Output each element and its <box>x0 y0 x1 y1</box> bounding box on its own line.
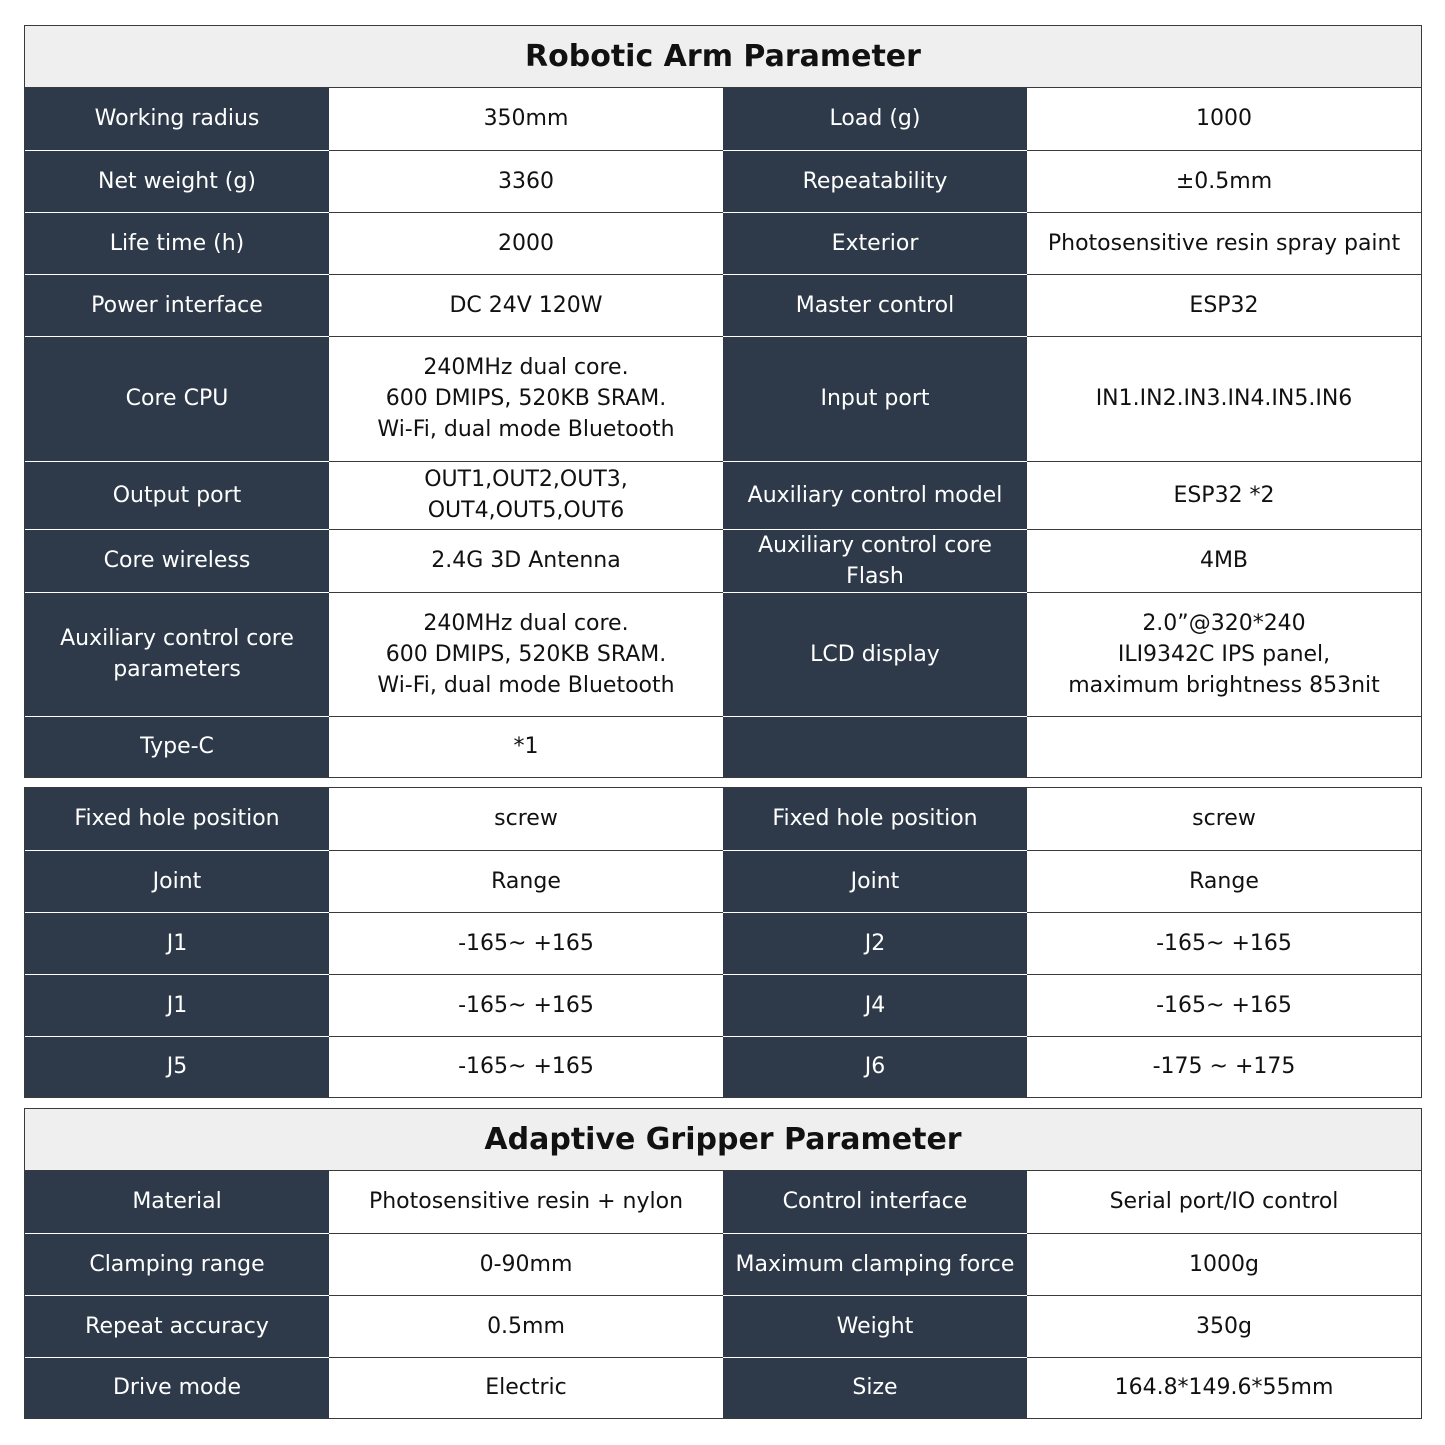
param-name: J4 <box>723 974 1027 1036</box>
adaptive-gripper-title: Adaptive Gripper Parameter <box>25 1109 1421 1171</box>
param-value: Range <box>329 850 723 912</box>
param-value: IN1.IN2.IN3.IN4.IN5.IN6 <box>1027 336 1421 461</box>
param-name: Auxiliary control model <box>723 461 1027 529</box>
param-name: Drive mode <box>25 1357 329 1418</box>
param-value: 3360 <box>329 150 723 212</box>
param-name: Weight <box>723 1295 1027 1357</box>
param-name: Repeatability <box>723 150 1027 212</box>
table-row <box>25 88 1421 150</box>
table-row <box>25 212 1421 274</box>
param-value: Photosensitive resin + nylon <box>329 1171 723 1233</box>
param-name: J2 <box>723 912 1027 974</box>
robotic-arm-parameter-table <box>24 25 1422 778</box>
table-row <box>25 1233 1421 1295</box>
param-value: OUT1,OUT2,OUT3, OUT4,OUT5,OUT6 <box>329 461 723 529</box>
table-row <box>25 461 1421 529</box>
param-name: Repeat accuracy <box>25 1295 329 1357</box>
param-value: Serial port/IO control <box>1027 1171 1421 1233</box>
table-row <box>25 716 1421 777</box>
adaptive-gripper-parameter-table <box>24 1108 1422 1419</box>
param-name: Exterior <box>723 212 1027 274</box>
param-name: J5 <box>25 1036 329 1097</box>
param-name: Input port <box>723 336 1027 461</box>
adaptive-gripper-grid <box>25 1171 1421 1418</box>
param-name: J1 <box>25 974 329 1036</box>
param-name: Load (g) <box>723 88 1027 150</box>
table-row <box>25 850 1421 912</box>
param-value: 164.8*149.6*55mm <box>1027 1357 1421 1418</box>
param-value <box>1027 716 1421 777</box>
param-name: J6 <box>723 1036 1027 1097</box>
param-value: 0.5mm <box>329 1295 723 1357</box>
table-row <box>25 336 1421 461</box>
table-row <box>25 1171 1421 1233</box>
param-value: -165~ +165 <box>1027 974 1421 1036</box>
param-name: LCD display <box>723 592 1027 716</box>
table-row <box>25 788 1421 850</box>
param-value: Electric <box>329 1357 723 1418</box>
param-name: Joint <box>723 850 1027 912</box>
table-row <box>25 592 1421 716</box>
table-row <box>25 1357 1421 1418</box>
param-value: 240MHz dual core. 600 DMIPS, 520KB SRAM. Wi-Fi, dual mode Bluetooth <box>329 592 723 716</box>
joint-range-table <box>24 787 1422 1098</box>
param-value: screw <box>329 788 723 850</box>
param-value: 350g <box>1027 1295 1421 1357</box>
param-value: 2.0”@320*240 ILI9342C IPS panel, maximum brightness 853nit <box>1027 592 1421 716</box>
param-value: 1000g <box>1027 1233 1421 1295</box>
table-row <box>25 974 1421 1036</box>
param-value: 350mm <box>329 88 723 150</box>
param-name: Core wireless <box>25 529 329 592</box>
table-row <box>25 912 1421 974</box>
param-value: ESP32 *2 <box>1027 461 1421 529</box>
param-value: 2000 <box>329 212 723 274</box>
param-value: 0-90mm <box>329 1233 723 1295</box>
param-value: 1000 <box>1027 88 1421 150</box>
param-value: -165~ +165 <box>329 974 723 1036</box>
param-name: Working radius <box>25 88 329 150</box>
table-row <box>25 274 1421 336</box>
param-name: Fixed hole position <box>25 788 329 850</box>
param-name: Joint <box>25 850 329 912</box>
param-value: *1 <box>329 716 723 777</box>
robotic-arm-grid <box>25 88 1421 777</box>
joint-range-grid <box>25 788 1421 1097</box>
param-name: Master control <box>723 274 1027 336</box>
param-name: Fixed hole position <box>723 788 1027 850</box>
param-name: Type-C <box>25 716 329 777</box>
param-value: screw <box>1027 788 1421 850</box>
param-name: Clamping range <box>25 1233 329 1295</box>
param-value: -175 ~ +175 <box>1027 1036 1421 1097</box>
param-name: Auxiliary control core parameters <box>25 592 329 716</box>
param-name: Output port <box>25 461 329 529</box>
table-row <box>25 150 1421 212</box>
param-name: Auxiliary control core Flash <box>723 529 1027 592</box>
param-value: 240MHz dual core. 600 DMIPS, 520KB SRAM. Wi-Fi, dual mode Bluetooth <box>329 336 723 461</box>
param-value: -165~ +165 <box>329 1036 723 1097</box>
param-name: Life time (h) <box>25 212 329 274</box>
param-name: Size <box>723 1357 1027 1418</box>
param-value: -165~ +165 <box>1027 912 1421 974</box>
param-value: Photosensitive resin spray paint <box>1027 212 1421 274</box>
robotic-arm-title: Robotic Arm Parameter <box>25 26 1421 88</box>
param-value: 2.4G 3D Antenna <box>329 529 723 592</box>
table-row <box>25 1295 1421 1357</box>
param-name: Power interface <box>25 274 329 336</box>
param-value: -165~ +165 <box>329 912 723 974</box>
param-name: Core CPU <box>25 336 329 461</box>
param-name: Net weight (g) <box>25 150 329 212</box>
param-value: ±0.5mm <box>1027 150 1421 212</box>
param-value: ESP32 <box>1027 274 1421 336</box>
table-row <box>25 529 1421 592</box>
table-row <box>25 1036 1421 1097</box>
param-value: 4MB <box>1027 529 1421 592</box>
param-name: J1 <box>25 912 329 974</box>
param-name <box>723 716 1027 777</box>
param-name: Control interface <box>723 1171 1027 1233</box>
param-name: Material <box>25 1171 329 1233</box>
param-name: Maximum clamping force <box>723 1233 1027 1295</box>
param-value: DC 24V 120W <box>329 274 723 336</box>
param-value: Range <box>1027 850 1421 912</box>
